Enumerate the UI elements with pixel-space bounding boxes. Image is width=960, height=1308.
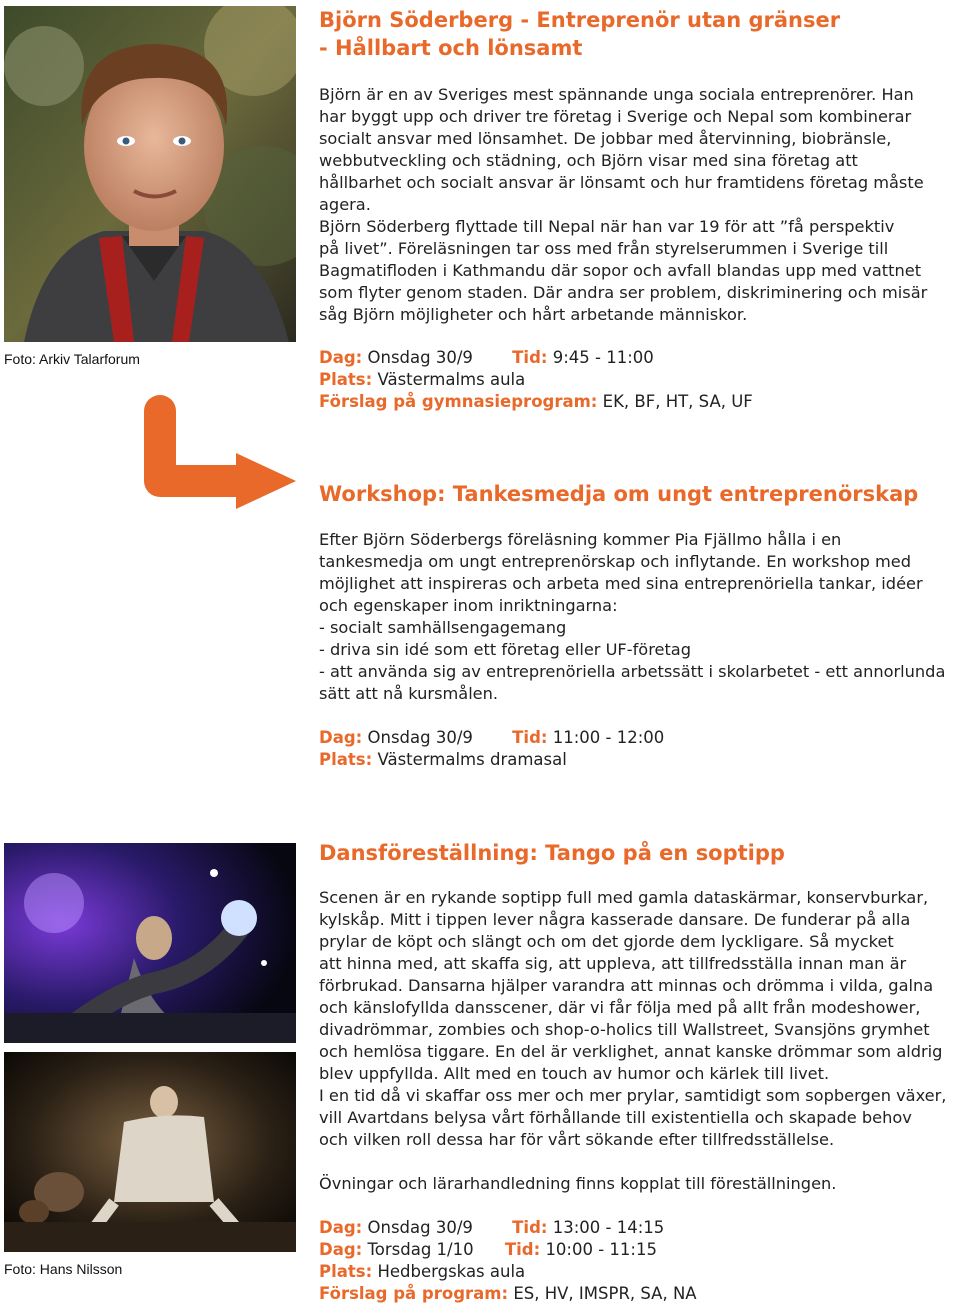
section1-description (319, 84, 959, 326)
program-label: Förslag på gymnasieprogram: (319, 392, 598, 411)
day-value: Onsdag 30/9 (367, 1218, 473, 1237)
day-time-row (319, 347, 753, 369)
text-line: - socialt samhällsengagemang (319, 618, 567, 637)
program-value: ES, HV, IMSPR, SA, NA (513, 1284, 697, 1303)
section3-title: Dansföreställning: Tango på en soptipp (319, 841, 785, 865)
text-line: Bagmatifloden i Kathmandu där sopor och avfall blandas upp med vattnet (319, 261, 922, 280)
text-line: som flyter genom staden. Där andra ser problem, diskriminering och misär (319, 283, 928, 302)
text-line: på livet”. Föreläsningen tar oss med från styrelserummen i Sverige till (319, 239, 889, 258)
text-line: och hemlösa tiggare. En del är verklighet, annat kanske drömmar som aldrig (319, 1042, 943, 1061)
day-time-row (319, 1217, 697, 1239)
day-label: Dag: (319, 348, 363, 367)
text-line: sätt att nå kursmålen. (319, 684, 499, 703)
dance-photo-top (4, 843, 296, 1043)
time-value: 10:00 - 11:15 (545, 1240, 657, 1259)
program-row (319, 391, 753, 413)
day-time-row (319, 1239, 697, 1261)
section3-details (319, 1217, 697, 1305)
text-line: divadrömmar, zombies och shop-o-holics till Wallstreet, Svansjöns grymhet (319, 1020, 930, 1039)
text-line: blev uppfyllda. Allt med en touch av humor och kärlek till livet. (319, 1064, 830, 1083)
text-line: såg Björn möjligheter och hårt arbetande människor. (319, 305, 748, 324)
time-value: 13:00 - 14:15 (552, 1218, 665, 1237)
place-value: Västermalms aula (377, 370, 526, 389)
text-line: - att använda sig av entreprenöriella arbetssätt i skolarbetet - ett annorlunda (319, 662, 946, 681)
day-label: Dag: (319, 728, 363, 747)
time-label: Tid: (512, 1218, 548, 1237)
dance-photo-bottom (4, 1052, 296, 1252)
place-value: Västermalms dramasal (377, 750, 567, 769)
text-line: och vilken roll dessa har för vårt sökande efter tillfredsställelse. (319, 1130, 835, 1149)
day-label: Dag: (319, 1218, 363, 1237)
program-value: EK, BF, HT, SA, UF (602, 392, 753, 411)
section1-title-line2: - Hållbart och lönsamt (319, 36, 583, 60)
place-label: Plats: (319, 750, 373, 769)
day-label: Dag: (319, 1240, 363, 1259)
day-value: Onsdag 30/9 (367, 348, 473, 367)
section3-extra-line: Övningar och lärarhandledning finns kopplat till föreställningen. (319, 1174, 837, 1193)
place-label: Plats: (319, 1262, 373, 1281)
place-row (319, 1261, 697, 1283)
text-line: webbutveckling och städning, och Björn visar med sina företag att (319, 151, 858, 170)
time-label: Tid: (512, 348, 548, 367)
text-line: och egenskaper inom inriktningarna: (319, 596, 618, 615)
text-line: möjlighet att inspireras och arbeta med sina entreprenöriella tankar, idéer (319, 574, 923, 593)
section3-description (319, 887, 960, 1151)
text-line: prylar de köpt och slängt och om det gjorde dem lyckligare. Så mycket (319, 932, 894, 951)
photo-caption: Foto: Hans Nilsson (4, 1261, 123, 1277)
place-row (319, 749, 664, 771)
time-label: Tid: (504, 1240, 541, 1259)
arrow-right-icon (140, 395, 300, 530)
day-value: Onsdag 30/9 (367, 728, 473, 747)
text-line: I en tid då vi skaffar oss mer och mer prylar, samtidigt som sopbergen växer, (319, 1086, 947, 1105)
text-line: Scenen är en rykande soptipp full med gamla dataskärmar, konservburkar, (319, 888, 929, 907)
place-value: Hedbergskas aula (377, 1262, 526, 1281)
text-line: förbrukad. Dansarna hjälper varandra att minnas och drömma i vilda, galna (319, 976, 934, 995)
section2-title: Workshop: Tankesmedja om ungt entreprenörskap (319, 482, 919, 506)
program-label: Förslag på program: (319, 1284, 509, 1303)
text-line: Björn Söderberg flyttade till Nepal när han var 19 för att ”få perspektiv (319, 217, 895, 236)
text-line: - driva sin idé som ett företag eller UF-företag (319, 640, 691, 659)
photo-caption: Foto: Arkiv Talarforum (4, 351, 140, 367)
text-line: att hinna med, att skaffa sig, att uppleva, att tillfredsställa innan man är (319, 954, 907, 973)
day-time-row (319, 727, 664, 749)
time-value: 9:45 - 11:00 (552, 348, 654, 367)
section2-description (319, 529, 959, 705)
text-line: vill Avartdans belysa vårt förhållande till existentiella och skapade behov (319, 1108, 912, 1127)
text-line: Björn är en av Sveriges mest spännande unga sociala entreprenörer. Han (319, 85, 914, 104)
time-label: Tid: (512, 728, 548, 747)
text-line: och känslofyllda dansscener, där vi får följa med på allt från modeshower, (319, 998, 921, 1017)
place-row (319, 369, 753, 391)
speaker-photo (4, 6, 296, 342)
section1-title (319, 6, 949, 62)
place-label: Plats: (319, 370, 373, 389)
text-line: kylskåp. Mitt i tippen lever några kasserade dansare. De funderar på alla (319, 910, 911, 929)
text-line: har byggt upp och driver tre företag i Sverige och Nepal som kombinerar (319, 107, 912, 126)
day-value: Torsdag 1/10 (367, 1240, 474, 1259)
section1-details (319, 347, 753, 413)
text-line: socialt ansvar med lönsamhet. De jobbar med återvinning, biobränsle, (319, 129, 892, 148)
time-value: 11:00 - 12:00 (552, 728, 665, 747)
text-line: agera. (319, 195, 371, 214)
text-line: tankesmedja om ungt entreprenörskap och inflytande. En workshop med (319, 552, 912, 571)
program-row (319, 1283, 697, 1305)
text-line: Efter Björn Söderbergs föreläsning kommer Pia Fjällmo hålla i en (319, 530, 842, 549)
section1-title-line1: Björn Söderberg - Entreprenör utan gränser (319, 8, 841, 32)
section2-details (319, 727, 664, 771)
text-line: hållbarhet och socialt ansvar är lönsamt och hur framtidens företag måste (319, 173, 924, 192)
